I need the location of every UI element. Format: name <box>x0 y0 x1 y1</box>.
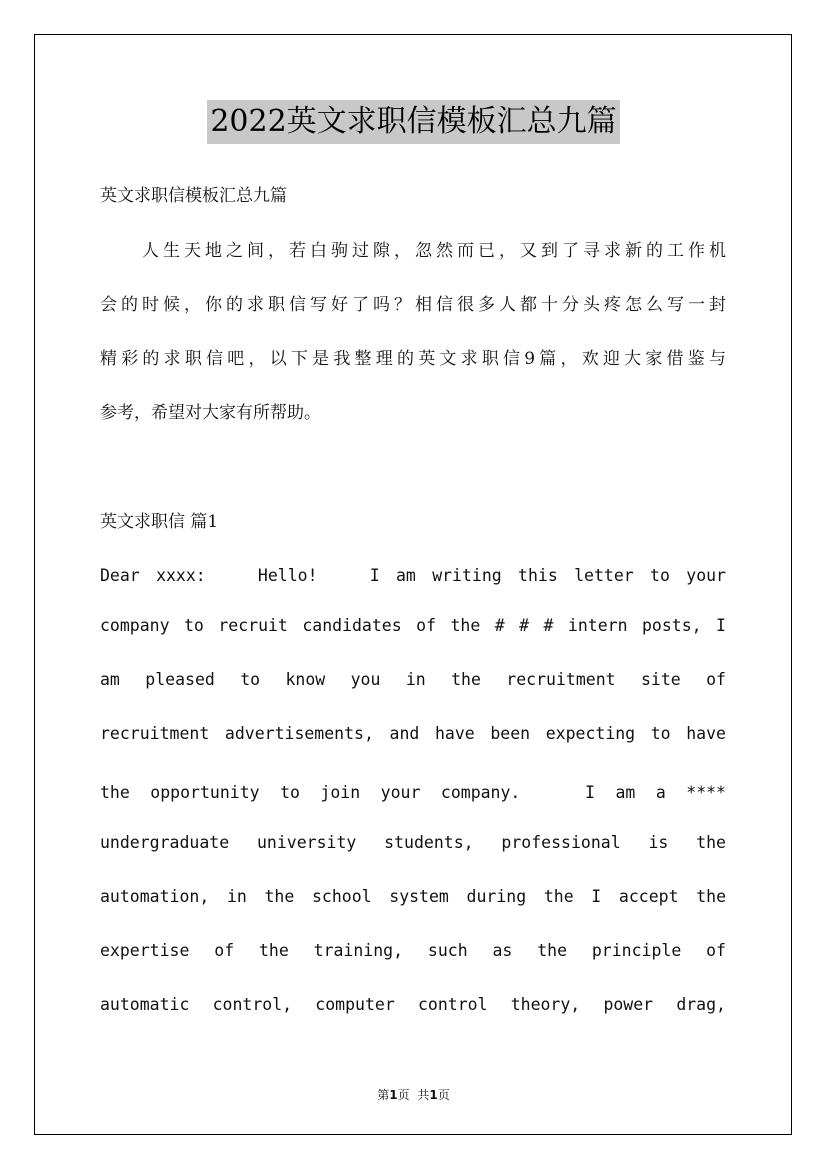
page-footer <box>0 1086 827 1103</box>
section-heading: 英文求职信 篇1 <box>100 512 219 532</box>
intro-line-1: 人生天地之间，若白驹过隙，忽然而已，又到了寻求新的工作机 <box>142 241 726 261</box>
footer-page-suffix: 页 <box>397 1088 410 1102</box>
footer-page-prefix: 第 <box>377 1088 390 1102</box>
letter-line-8: expertise of the training, such as the principle of <box>100 941 726 960</box>
document-title <box>0 100 827 144</box>
footer-total-prefix: 共 <box>417 1088 430 1102</box>
letter-line-6: undergraduate university students, professional is the <box>100 833 726 852</box>
letter-line-4: recruitment advertisements, and have been expecting to have <box>100 724 726 743</box>
letter-line-3: am pleased to know you in the recruitment site of <box>100 670 726 689</box>
letter-line-5: the opportunity to join your company. I am a **** <box>100 783 726 802</box>
footer-total-number: 1 <box>429 1088 438 1102</box>
letter-line-9: automatic control, computer control theory, power drag, <box>100 995 726 1014</box>
footer-total-suffix: 页 <box>437 1088 450 1102</box>
intro-line-4: 参考，希望对大家有所帮助。 <box>100 403 321 423</box>
letter-line-1: Dear xxxx: Hello! I am writing this letter to your <box>100 566 726 585</box>
letter-line-7: automation, in the school system during the I accept the <box>100 887 726 906</box>
letter-line-2: company to recruit candidates of the # # # intern posts, I <box>100 616 726 635</box>
document-title-text: 2022英文求职信模板汇总九篇 <box>207 100 619 144</box>
intro-line-3: 精彩的求职信吧，以下是我整理的英文求职信9篇，欢迎大家借鉴与 <box>100 349 726 369</box>
document-subtitle: 英文求职信模板汇总九篇 <box>100 186 287 206</box>
intro-line-2: 会的时候，你的求职信写好了吗？相信很多人都十分头疼怎么写一封 <box>100 295 726 315</box>
footer-page-number: 1 <box>389 1088 398 1102</box>
